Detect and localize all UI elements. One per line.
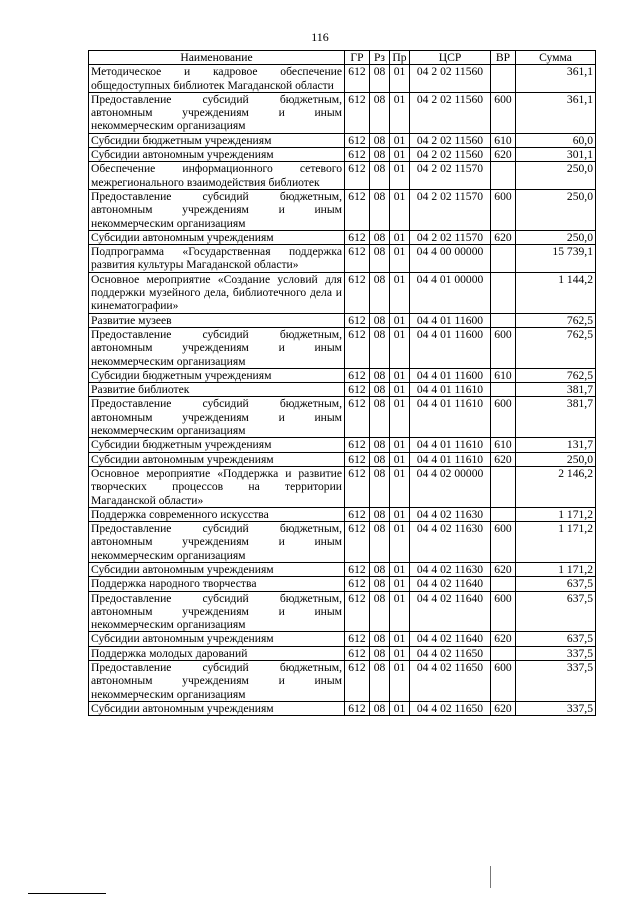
cell-rz: 08 — [370, 562, 390, 576]
cell-pr: 01 — [390, 701, 410, 715]
cell-gr: 612 — [345, 577, 370, 591]
cell-gr: 612 — [345, 661, 370, 702]
cell-gr: 612 — [345, 522, 370, 563]
cell-rz: 08 — [370, 92, 390, 133]
cell-pr: 01 — [390, 162, 410, 190]
cell-name: Основное мероприятие «Создание условий для поддержки музейного дела, библиотечного дела и кинематографии» — [89, 272, 345, 313]
cell-gr: 612 — [345, 466, 370, 507]
cell-sum: 250,0 — [516, 162, 596, 190]
cell-vr: 620 — [491, 148, 516, 162]
cell-rz: 08 — [370, 230, 390, 244]
cell-pr: 01 — [390, 230, 410, 244]
cell-gr: 612 — [345, 133, 370, 147]
cell-vr: 610 — [491, 133, 516, 147]
cell-gr: 612 — [345, 452, 370, 466]
header-pr: Пр — [390, 51, 410, 65]
cell-vr — [491, 383, 516, 397]
cell-rz: 08 — [370, 466, 390, 507]
cell-sum: 637,5 — [516, 632, 596, 646]
cell-vr — [491, 507, 516, 521]
table-row — [89, 230, 596, 244]
table-row — [89, 632, 596, 646]
cell-name: Предоставление субсидий бюджетным, автономным учреждениям и иным некоммерческим организациям — [89, 591, 345, 632]
cell-rz: 08 — [370, 383, 390, 397]
cell-csr: 04 4 02 11640 — [410, 591, 491, 632]
cell-vr: 610 — [491, 368, 516, 382]
cell-gr: 612 — [345, 562, 370, 576]
cell-rz: 08 — [370, 313, 390, 327]
cell-rz: 08 — [370, 397, 390, 438]
cell-rz: 08 — [370, 661, 390, 702]
cell-vr — [491, 313, 516, 327]
cell-sum: 762,5 — [516, 313, 596, 327]
cell-vr: 620 — [491, 452, 516, 466]
cell-name: Поддержка современного искусства — [89, 507, 345, 521]
cell-pr: 01 — [390, 92, 410, 133]
cell-csr: 04 4 02 11650 — [410, 646, 491, 660]
cell-sum: 337,5 — [516, 646, 596, 660]
cell-sum: 637,5 — [516, 577, 596, 591]
cell-sum: 361,1 — [516, 65, 596, 93]
page-number: 116 — [311, 30, 329, 44]
margin-mark — [490, 866, 491, 888]
table-row — [89, 272, 596, 313]
cell-csr: 04 4 01 11610 — [410, 438, 491, 452]
cell-rz: 08 — [370, 148, 390, 162]
cell-sum: 762,5 — [516, 368, 596, 382]
cell-name: Основное мероприятие «Поддержка и развитие творческих процессов на территории Магаданской области» — [89, 466, 345, 507]
cell-gr: 612 — [345, 272, 370, 313]
cell-sum: 762,5 — [516, 327, 596, 368]
cell-pr: 01 — [390, 383, 410, 397]
cell-gr: 612 — [345, 92, 370, 133]
cell-vr — [491, 577, 516, 591]
cell-vr — [491, 65, 516, 93]
cell-gr: 612 — [345, 507, 370, 521]
table-row — [89, 661, 596, 702]
cell-vr — [491, 646, 516, 660]
cell-name: Поддержка молодых дарований — [89, 646, 345, 660]
cell-name: Предоставление субсидий бюджетным, автономным учреждениям и иным некоммерческим организациям — [89, 661, 345, 702]
cell-pr: 01 — [390, 632, 410, 646]
cell-gr: 612 — [345, 189, 370, 230]
cell-name: Предоставление субсидий бюджетным, автономным учреждениям и иным некоммерческим организациям — [89, 327, 345, 368]
cell-pr: 01 — [390, 245, 410, 273]
cell-pr: 01 — [390, 397, 410, 438]
table-row — [89, 92, 596, 133]
cell-vr: 600 — [491, 92, 516, 133]
cell-csr: 04 2 02 11560 — [410, 148, 491, 162]
table-row — [89, 368, 596, 382]
cell-gr: 612 — [345, 313, 370, 327]
cell-csr: 04 2 02 11570 — [410, 189, 491, 230]
header-gr: ГР — [345, 51, 370, 65]
cell-name: Субсидии автономным учреждениям — [89, 230, 345, 244]
header-csr: ЦСР — [410, 51, 491, 65]
cell-pr: 01 — [390, 507, 410, 521]
cell-csr: 04 2 02 11560 — [410, 65, 491, 93]
table-row — [89, 562, 596, 576]
cell-csr: 04 4 02 11640 — [410, 577, 491, 591]
header-rz: Рз — [370, 51, 390, 65]
cell-vr: 620 — [491, 632, 516, 646]
cell-csr: 04 4 01 11610 — [410, 383, 491, 397]
cell-csr: 04 4 02 11650 — [410, 701, 491, 715]
header-vr: ВР — [491, 51, 516, 65]
cell-sum: 381,7 — [516, 397, 596, 438]
table-row — [89, 577, 596, 591]
cell-gr: 612 — [345, 701, 370, 715]
cell-gr: 612 — [345, 632, 370, 646]
cell-name: Обеспечение информационного сетевого межрегионального взаимодействия библиотек — [89, 162, 345, 190]
table-row — [89, 397, 596, 438]
table-header-row — [89, 51, 596, 65]
footnote-separator — [28, 893, 106, 894]
cell-vr: 600 — [491, 397, 516, 438]
cell-pr: 01 — [390, 368, 410, 382]
cell-csr: 04 4 01 11610 — [410, 397, 491, 438]
cell-rz: 08 — [370, 646, 390, 660]
cell-name: Предоставление субсидий бюджетным, автономным учреждениям и иным некоммерческим организациям — [89, 92, 345, 133]
cell-pr: 01 — [390, 452, 410, 466]
budget-table — [88, 50, 596, 716]
table-body — [89, 65, 596, 716]
cell-pr: 01 — [390, 466, 410, 507]
cell-name: Развитие библиотек — [89, 383, 345, 397]
table-row — [89, 507, 596, 521]
header-name: Наименование — [89, 51, 345, 65]
cell-name: Субсидии бюджетным учреждениям — [89, 438, 345, 452]
cell-rz: 08 — [370, 507, 390, 521]
cell-rz: 08 — [370, 632, 390, 646]
cell-name: Подпрограмма «Государственная поддержка развития культуры Магаданской области» — [89, 245, 345, 273]
cell-csr: 04 2 02 11570 — [410, 230, 491, 244]
cell-vr: 610 — [491, 438, 516, 452]
cell-name: Субсидии автономным учреждениям — [89, 632, 345, 646]
cell-rz: 08 — [370, 701, 390, 715]
cell-name: Субсидии автономным учреждениям — [89, 452, 345, 466]
cell-gr: 612 — [345, 148, 370, 162]
table-row — [89, 438, 596, 452]
cell-name: Развитие музеев — [89, 313, 345, 327]
cell-pr: 01 — [390, 133, 410, 147]
cell-sum: 637,5 — [516, 591, 596, 632]
cell-name: Поддержка народного творчества — [89, 577, 345, 591]
cell-sum: 337,5 — [516, 701, 596, 715]
cell-pr: 01 — [390, 438, 410, 452]
cell-gr: 612 — [345, 327, 370, 368]
cell-name: Методическое и кадровое обеспечение общедоступных библиотек Магаданской области — [89, 65, 345, 93]
cell-rz: 08 — [370, 591, 390, 632]
cell-name: Субсидии автономным учреждениям — [89, 701, 345, 715]
cell-sum: 250,0 — [516, 230, 596, 244]
cell-rz: 08 — [370, 452, 390, 466]
cell-sum: 337,5 — [516, 661, 596, 702]
cell-gr: 612 — [345, 383, 370, 397]
cell-name: Предоставление субсидий бюджетным, автономным учреждениям и иным некоммерческим организациям — [89, 189, 345, 230]
cell-vr: 600 — [491, 522, 516, 563]
cell-rz: 08 — [370, 438, 390, 452]
cell-csr: 04 4 01 11600 — [410, 368, 491, 382]
cell-gr: 612 — [345, 65, 370, 93]
cell-vr: 600 — [491, 327, 516, 368]
cell-rz: 08 — [370, 65, 390, 93]
cell-name: Субсидии автономным учреждениям — [89, 148, 345, 162]
cell-name: Субсидии автономным учреждениям — [89, 562, 345, 576]
table-row — [89, 189, 596, 230]
cell-pr: 01 — [390, 148, 410, 162]
cell-sum: 250,0 — [516, 189, 596, 230]
cell-sum: 2 146,2 — [516, 466, 596, 507]
cell-gr: 612 — [345, 368, 370, 382]
table-row — [89, 133, 596, 147]
cell-pr: 01 — [390, 65, 410, 93]
cell-gr: 612 — [345, 397, 370, 438]
cell-sum: 15 739,1 — [516, 245, 596, 273]
cell-vr: 620 — [491, 562, 516, 576]
cell-pr: 01 — [390, 646, 410, 660]
table-row — [89, 591, 596, 632]
cell-vr: 600 — [491, 189, 516, 230]
cell-sum: 1 144,2 — [516, 272, 596, 313]
table-row — [89, 646, 596, 660]
table-row — [89, 245, 596, 273]
table-row — [89, 701, 596, 715]
cell-csr: 04 2 02 11560 — [410, 92, 491, 133]
table-row — [89, 162, 596, 190]
cell-vr: 620 — [491, 230, 516, 244]
cell-sum: 361,1 — [516, 92, 596, 133]
cell-rz: 08 — [370, 245, 390, 273]
cell-pr: 01 — [390, 189, 410, 230]
cell-gr: 612 — [345, 646, 370, 660]
cell-rz: 08 — [370, 272, 390, 313]
cell-csr: 04 4 01 00000 — [410, 272, 491, 313]
cell-pr: 01 — [390, 577, 410, 591]
table-row — [89, 522, 596, 563]
cell-vr: 620 — [491, 701, 516, 715]
cell-vr — [491, 162, 516, 190]
header-sum: Сумма — [516, 51, 596, 65]
table-row — [89, 466, 596, 507]
cell-gr: 612 — [345, 591, 370, 632]
cell-rz: 08 — [370, 162, 390, 190]
cell-rz: 08 — [370, 368, 390, 382]
cell-gr: 612 — [345, 245, 370, 273]
cell-csr: 04 4 02 11650 — [410, 661, 491, 702]
cell-name: Предоставление субсидий бюджетным, автономным учреждениям и иным некоммерческим организациям — [89, 397, 345, 438]
cell-name: Субсидии бюджетным учреждениям — [89, 368, 345, 382]
cell-csr: 04 4 02 00000 — [410, 466, 491, 507]
cell-vr: 600 — [491, 661, 516, 702]
cell-rz: 08 — [370, 327, 390, 368]
cell-sum: 1 171,2 — [516, 507, 596, 521]
cell-vr — [491, 466, 516, 507]
cell-gr: 612 — [345, 438, 370, 452]
table-row — [89, 148, 596, 162]
table-row — [89, 452, 596, 466]
cell-pr: 01 — [390, 313, 410, 327]
cell-sum: 60,0 — [516, 133, 596, 147]
cell-sum: 381,7 — [516, 383, 596, 397]
cell-sum: 250,0 — [516, 452, 596, 466]
table-row — [89, 327, 596, 368]
cell-csr: 04 4 02 11630 — [410, 507, 491, 521]
cell-csr: 04 4 02 11630 — [410, 562, 491, 576]
cell-vr — [491, 245, 516, 273]
cell-csr: 04 4 01 11600 — [410, 313, 491, 327]
cell-csr: 04 4 01 11600 — [410, 327, 491, 368]
cell-sum: 1 171,2 — [516, 522, 596, 563]
table-row — [89, 65, 596, 93]
cell-vr — [491, 272, 516, 313]
cell-pr: 01 — [390, 272, 410, 313]
cell-pr: 01 — [390, 327, 410, 368]
cell-pr: 01 — [390, 562, 410, 576]
cell-rz: 08 — [370, 577, 390, 591]
cell-rz: 08 — [370, 133, 390, 147]
cell-vr: 600 — [491, 591, 516, 632]
cell-pr: 01 — [390, 522, 410, 563]
cell-gr: 612 — [345, 230, 370, 244]
cell-name: Субсидии бюджетным учреждениям — [89, 133, 345, 147]
cell-gr: 612 — [345, 162, 370, 190]
cell-csr: 04 4 02 11630 — [410, 522, 491, 563]
cell-sum: 301,1 — [516, 148, 596, 162]
cell-csr: 04 2 02 11560 — [410, 133, 491, 147]
cell-csr: 04 4 00 00000 — [410, 245, 491, 273]
cell-csr: 04 2 02 11570 — [410, 162, 491, 190]
cell-csr: 04 4 02 11640 — [410, 632, 491, 646]
table-row — [89, 313, 596, 327]
cell-name: Предоставление субсидий бюджетным, автономным учреждениям и иным некоммерческим организациям — [89, 522, 345, 563]
cell-pr: 01 — [390, 661, 410, 702]
cell-pr: 01 — [390, 591, 410, 632]
cell-sum: 131,7 — [516, 438, 596, 452]
cell-sum: 1 171,2 — [516, 562, 596, 576]
cell-rz: 08 — [370, 522, 390, 563]
table-row — [89, 383, 596, 397]
cell-rz: 08 — [370, 189, 390, 230]
cell-csr: 04 4 01 11610 — [410, 452, 491, 466]
